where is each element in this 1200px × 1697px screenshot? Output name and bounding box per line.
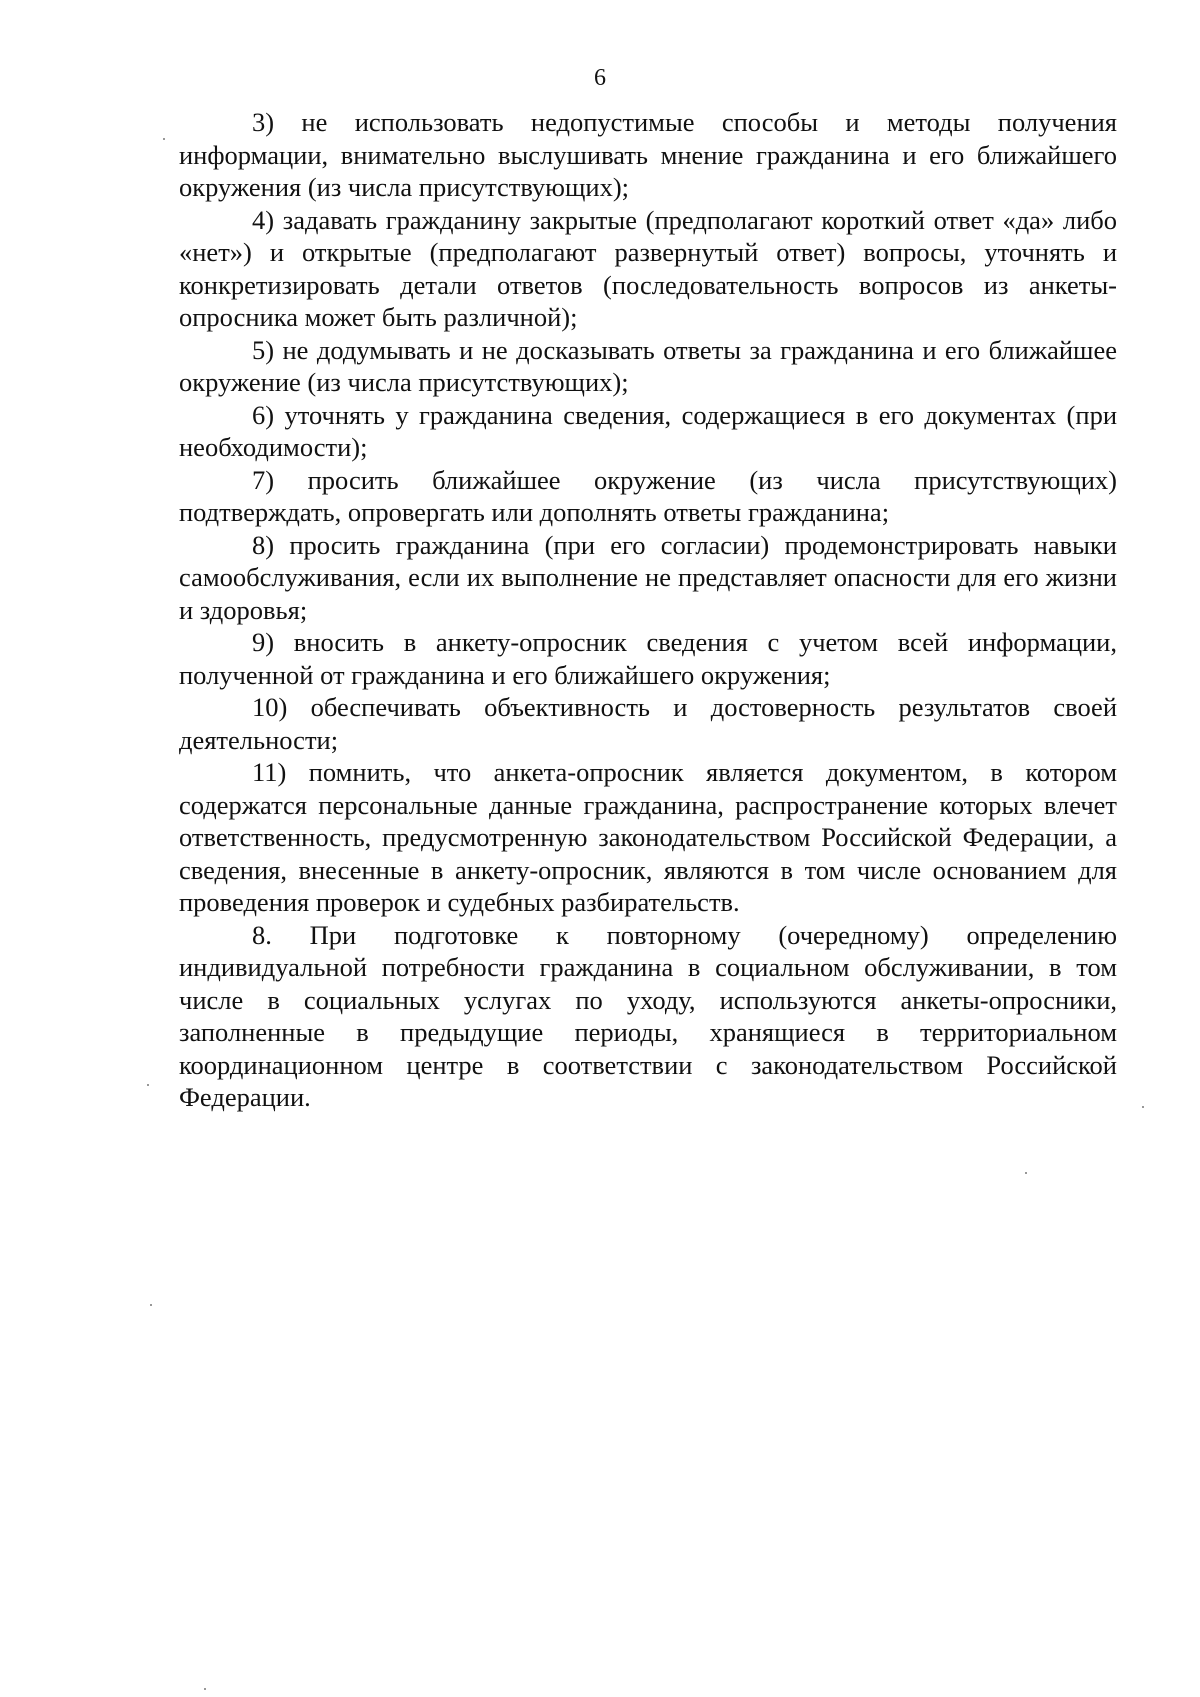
list-item-5: 5) не додумывать и не досказывать ответы за гражданина и его ближайшее окружение (из числа присутствующих);: [179, 334, 1117, 397]
list-item-8: 8) просить гражданина (при его согласии) продемонстрировать навыки самообслуживания, если их выполнение не представляет опасности для его жизни и здоровья;: [179, 529, 1117, 625]
list-item-4: 4) задавать гражданину закрытые (предполагают короткий ответ «да» либо «нет») и открытые (предполагают развернутый ответ) вопросы, уточнять и конкретизировать детали ответов (последовательность вопросов из анкеты-опросника может быть различной);: [179, 204, 1117, 332]
list-item-7: 7) просить ближайшее окружение (из числа присутствующих) подтверждать, опровергать или дополнять ответы гражданина;: [179, 464, 1117, 527]
scan-speck: [204, 1688, 206, 1690]
list-item-3: 3) не использовать недопустимые способы и методы получения информации, внимательно выслушивать мнение гражданина и его ближайшего окружения (из числа присутствующих);: [179, 107, 1117, 202]
scan-speck: [1025, 1172, 1027, 1174]
section-8-paragraph: 8. При подготовке к повторному (очередному) определению индивидуальной потребности гражданина в социальном обслуживании, в том числе в социальных услугах по уходу, используются анкеты-опросники, заполненные в предыдущие периоды, хранящиеся в территориальном координационном центре в соответствии с законодательством Российской Федерации.: [179, 919, 1117, 1112]
scan-speck: [1142, 1106, 1144, 1108]
scan-speck: [150, 1304, 152, 1306]
document-body: [179, 106, 1117, 1114]
page-number: 6: [594, 65, 606, 91]
list-item-10: 10) обеспечивать объективность и достоверность результатов своей деятельности;: [179, 692, 1117, 755]
list-item-6: 6) уточнять у гражданина сведения, содержащиеся в его документах (при необходимости);: [179, 399, 1117, 462]
scan-speck: [147, 1084, 149, 1086]
list-item-9: 9) вносить в анкету-опросник сведения с учетом всей информации, полученной от гражданина и его ближайшего окружения;: [179, 627, 1117, 690]
scan-speck: [163, 138, 165, 140]
list-item-11: 11) помнить, что анкета-опросник является документом, в котором содержатся персональные данные гражданина, распространение которых влечет ответственность, предусмотренную законодательством Российской Федерации, а сведения, внесенные в анкету-опросник, являются в том числе основанием для проведения проверок и судебных разбирательств.: [179, 757, 1117, 917]
